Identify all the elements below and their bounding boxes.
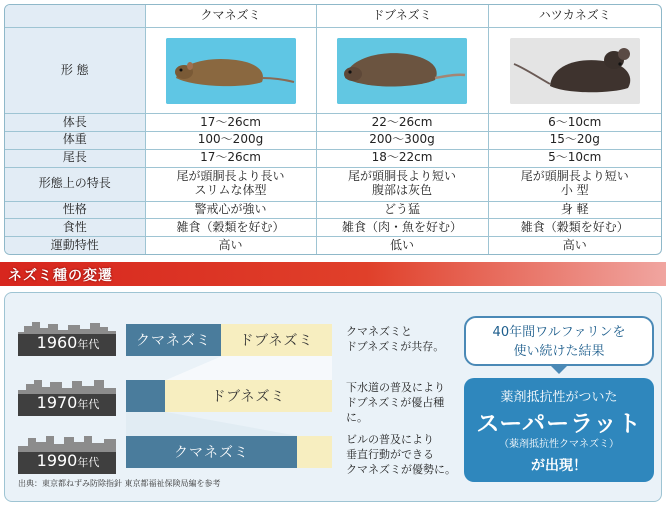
table-cell: 雑食（穀類を好む） bbox=[145, 219, 316, 237]
row-label: 体重 bbox=[5, 131, 145, 149]
table-cell: 尾が頭胴長より短い 小 型 bbox=[488, 167, 661, 201]
table-cell: 低い bbox=[316, 237, 488, 254]
table-cell: 雑食（穀類を好む） bbox=[488, 219, 661, 237]
column-header-dobunezumi: ドブネズミ bbox=[316, 5, 488, 28]
era-note-1960: クマネズミと ドブネズミが共存。 bbox=[346, 325, 445, 353]
table-cell: 警戒心が強い bbox=[145, 201, 316, 219]
bar-segment: クマネズミ bbox=[126, 324, 221, 356]
table-cell: 雑食（肉・魚を好む） bbox=[316, 219, 488, 237]
table-cell: 17〜26cm bbox=[145, 149, 316, 167]
row-label: 形態上の特長 bbox=[5, 167, 145, 201]
species-share-bar-1960 bbox=[126, 324, 332, 356]
source-citation: 出典：東京都ねずみ防除指針 東京都福祉保険局編を参考 bbox=[18, 479, 221, 488]
bar-segment: クマネズミ bbox=[126, 436, 297, 468]
species-share-bar-1990 bbox=[126, 436, 332, 468]
column-header-kumanezumi: クマネズミ bbox=[145, 5, 316, 28]
table-cell: 17〜26cm bbox=[145, 114, 316, 132]
bar-segment bbox=[297, 436, 332, 468]
species-share-bar-1970 bbox=[126, 380, 332, 412]
bar-segment bbox=[126, 380, 165, 412]
super-rat-box bbox=[464, 378, 654, 482]
row-label-form: 形 態 bbox=[5, 28, 145, 114]
row-label: 性格 bbox=[5, 201, 145, 219]
table-cell: 高い bbox=[145, 237, 316, 254]
table-cell: 身 軽 bbox=[488, 201, 661, 219]
callout-tail bbox=[550, 365, 568, 374]
era-note-1970: 下水道の普及により ドブネズミが優占種に。 bbox=[346, 381, 445, 424]
table-cell: 18〜22cm bbox=[316, 149, 488, 167]
table-cell: 高い bbox=[488, 237, 661, 254]
table-cell: どう猛 bbox=[316, 201, 488, 219]
table-cell: 200〜300g bbox=[316, 131, 488, 149]
super-rat-note: （薬剤抵抗性クマネズミ） bbox=[499, 439, 619, 450]
table-cell: 100〜200g bbox=[145, 131, 316, 149]
table-cell: 尾が頭胴長より長い スリムな体型 bbox=[145, 167, 316, 201]
row-label: 食性 bbox=[5, 219, 145, 237]
super-rat-line-1: 薬剤抵抗性がついた bbox=[500, 390, 618, 405]
era-label: 1960年代 bbox=[36, 333, 100, 352]
section-title: ネズミ種の変遷 bbox=[8, 268, 113, 284]
era-label: 1990年代 bbox=[36, 451, 100, 470]
bar-segment: ドブネズミ bbox=[221, 324, 332, 356]
table-cell: 5〜10cm bbox=[488, 149, 661, 167]
table-cell: 22〜26cm bbox=[316, 114, 488, 132]
row-label: 体長 bbox=[5, 114, 145, 132]
row-label: 運動特性 bbox=[5, 237, 145, 254]
callout-line-2: 使い続けた結果 bbox=[513, 344, 605, 359]
row-label: 尾長 bbox=[5, 149, 145, 167]
bar-segment: ドブネズミ bbox=[165, 380, 332, 412]
callout-line-1: 40年間ワルファリンを bbox=[492, 325, 626, 340]
warfarin-callout bbox=[464, 316, 654, 366]
super-rat-line-end: が出現！ bbox=[531, 458, 587, 474]
table-cell: 尾が頭胴長より短い 腹部は灰色 bbox=[316, 167, 488, 201]
column-header-hatsukanezumi: ハツカネズミ bbox=[488, 5, 661, 28]
era-note-1990: ビルの普及により 垂直行動ができる クマネズミが優勢に。 bbox=[346, 433, 456, 476]
super-rat-title: スーパーラット bbox=[476, 411, 642, 437]
era-label: 1970年代 bbox=[36, 393, 100, 412]
table-cell: 15〜20g bbox=[488, 131, 661, 149]
table-cell: 6〜10cm bbox=[488, 114, 661, 132]
